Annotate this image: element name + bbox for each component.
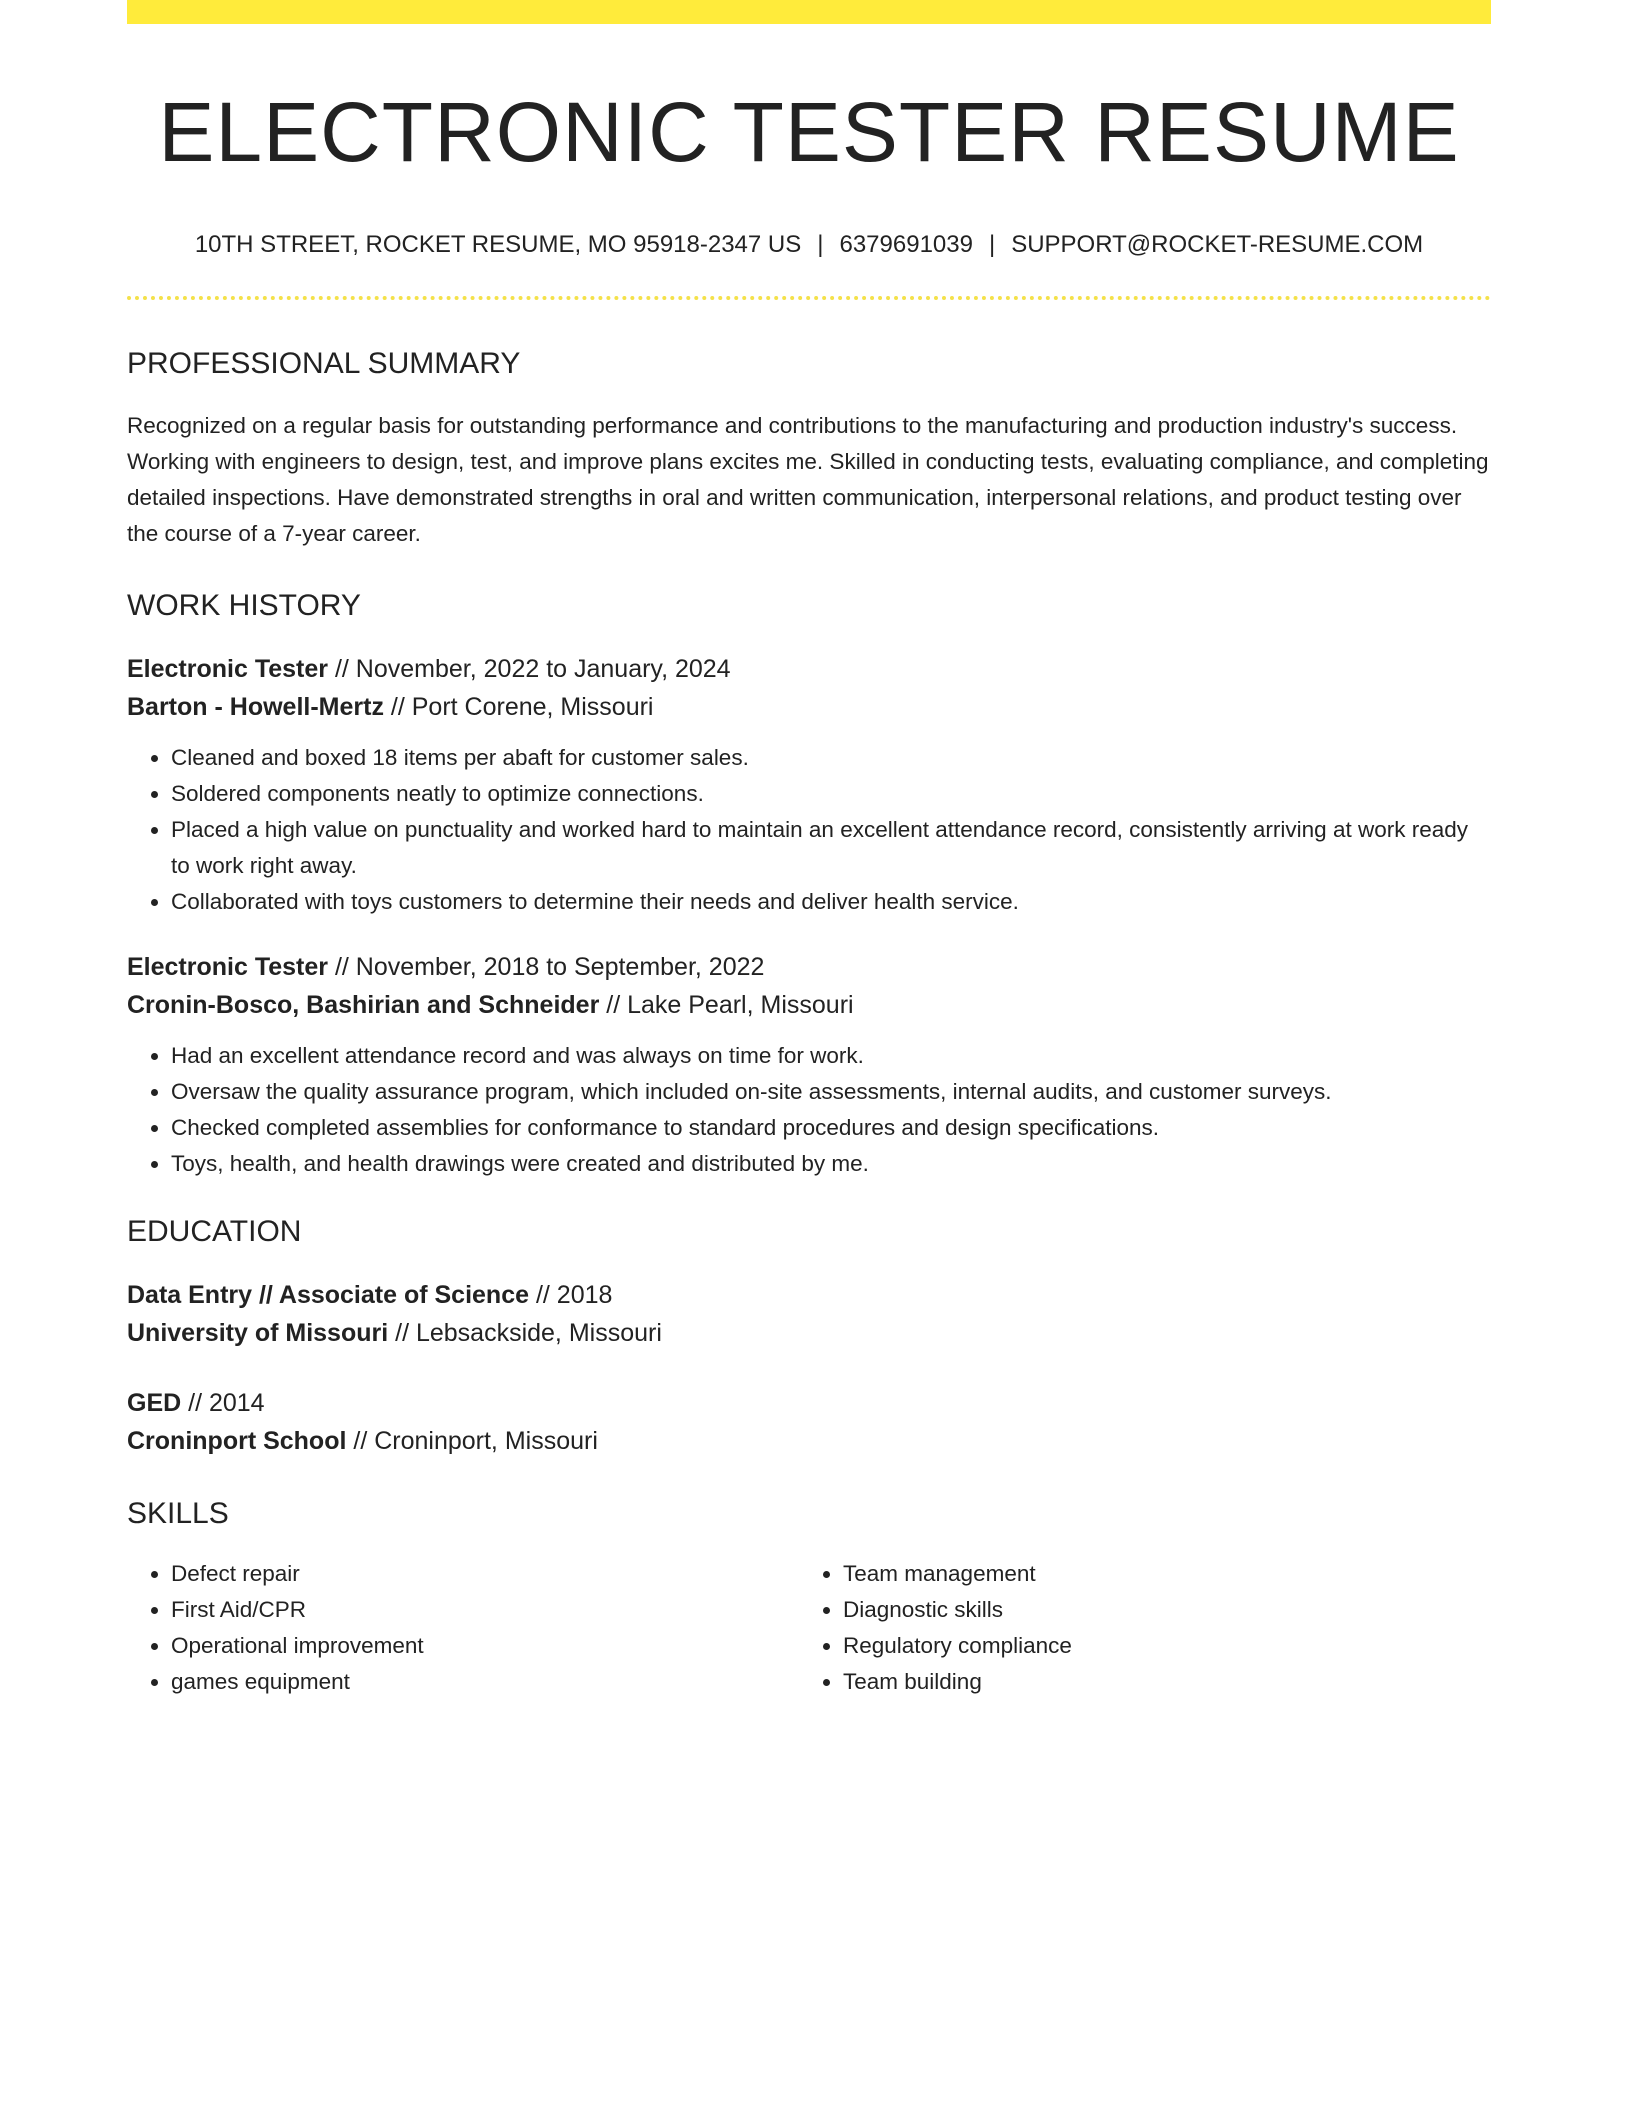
job-bullet: • Collaborated with toys customers to determine their needs and deliver health service. [171, 884, 1491, 920]
school-location: // Lebsackside, Missouri [388, 1318, 662, 1347]
skill-item: • Defect repair [171, 1556, 799, 1592]
contact-separator: | [988, 230, 996, 258]
accent-bar [127, 0, 1491, 24]
skill-item: • games equipment [171, 1664, 799, 1700]
job-bullet: • Soldered components neatly to optimize connections. [171, 776, 1491, 812]
degree-name: GED [127, 1388, 182, 1417]
skill-item: • Operational improvement [171, 1628, 799, 1664]
education-entry [127, 1384, 1491, 1460]
skill-item: • Team building [843, 1664, 1471, 1700]
email-text: SUPPORT@ROCKET-RESUME.COM [1011, 230, 1424, 258]
job-entry [127, 650, 1491, 920]
job-company-line [127, 986, 1491, 1024]
school-name: University of Missouri [127, 1318, 389, 1347]
job-title: Electronic Tester [127, 654, 329, 683]
resume-page [127, 0, 1491, 1700]
job-bullets [127, 740, 1491, 920]
degree-year: // 2018 [529, 1280, 613, 1309]
school-location: // Croninport, Missouri [346, 1426, 598, 1455]
job-bullet: • Placed a high value on punctuality and worked hard to maintain an excellent attendance record, consistently arriving at work ready to work right away. [171, 812, 1491, 884]
degree-year: // 2014 [181, 1388, 265, 1417]
summary-heading: PROFESSIONAL SUMMARY [127, 346, 521, 380]
skill-item: • First Aid/CPR [171, 1592, 799, 1628]
job-bullets [127, 1038, 1491, 1182]
contact-separator: | [817, 230, 824, 258]
job-bullet: • Had an excellent attendance record and was always on time for work. [171, 1038, 1491, 1074]
degree-line [127, 1384, 1491, 1422]
degree-name: Data Entry // Associate of Science [127, 1280, 530, 1309]
school-name: Croninport School [127, 1426, 347, 1455]
skill-item: • Diagnostic skills [843, 1592, 1471, 1628]
skills-column-left [127, 1556, 799, 1700]
resume-title: ELECTRONIC TESTER RESUME [158, 85, 1460, 179]
degree-line [127, 1276, 1491, 1314]
job-title-line [127, 948, 1491, 986]
skills-heading: SKILLS [127, 1496, 229, 1530]
job-bullet: • Checked completed assemblies for conformance to standard procedures and design specifications. [171, 1110, 1491, 1146]
phone-text: 6379691039 [839, 230, 973, 258]
skill-item: • Team management [843, 1556, 1471, 1592]
job-company: Barton - Howell-Mertz [127, 692, 384, 721]
job-entry [127, 948, 1491, 1182]
job-dates: // November, 2018 to September, 2022 [328, 952, 765, 981]
job-bullet: • Toys, health, and health drawings were created and distributed by me. [171, 1146, 1491, 1182]
skills-grid [127, 1556, 1491, 1700]
job-bullet: • Cleaned and boxed 18 items per abaft for customer sales. [171, 740, 1491, 776]
job-title-line [127, 650, 1491, 688]
education-entry [127, 1276, 1491, 1352]
work-history-heading: WORK HISTORY [127, 588, 361, 622]
summary-text: Recognized on a regular basis for outstanding performance and contributions to the manufacturing and production industry's success. Working with engineers to design, test, and improve plans excites me. Skilled in conducting tests, evaluating compliance, and completing detailed inspections. Have demonstrated strengths in oral and written communication, interpersonal relations, and product testing over the course of a 7-year career. [127, 412, 1489, 546]
job-company: Cronin-Bosco, Bashirian and Schneider [127, 990, 600, 1019]
education-heading: EDUCATION [127, 1214, 302, 1248]
job-dates: // November, 2022 to January, 2024 [328, 654, 731, 683]
school-line [127, 1314, 1491, 1352]
dotted-divider [127, 296, 1491, 300]
school-line [127, 1422, 1491, 1460]
job-location: // Port Corene, Missouri [383, 692, 654, 721]
job-bullet: • Oversaw the quality assurance program, which included on-site assessments, internal audits, and customer surveys. [171, 1074, 1491, 1110]
skill-item: • Regulatory compliance [843, 1628, 1471, 1664]
contact-line [127, 229, 1491, 260]
job-company-line [127, 688, 1491, 726]
skills-column-right [799, 1556, 1471, 1700]
job-title: Electronic Tester [127, 952, 329, 981]
job-location: // Lake Pearl, Missouri [599, 990, 854, 1019]
address-text: 10TH STREET, ROCKET RESUME, MO 95918-2347 US [194, 230, 802, 258]
